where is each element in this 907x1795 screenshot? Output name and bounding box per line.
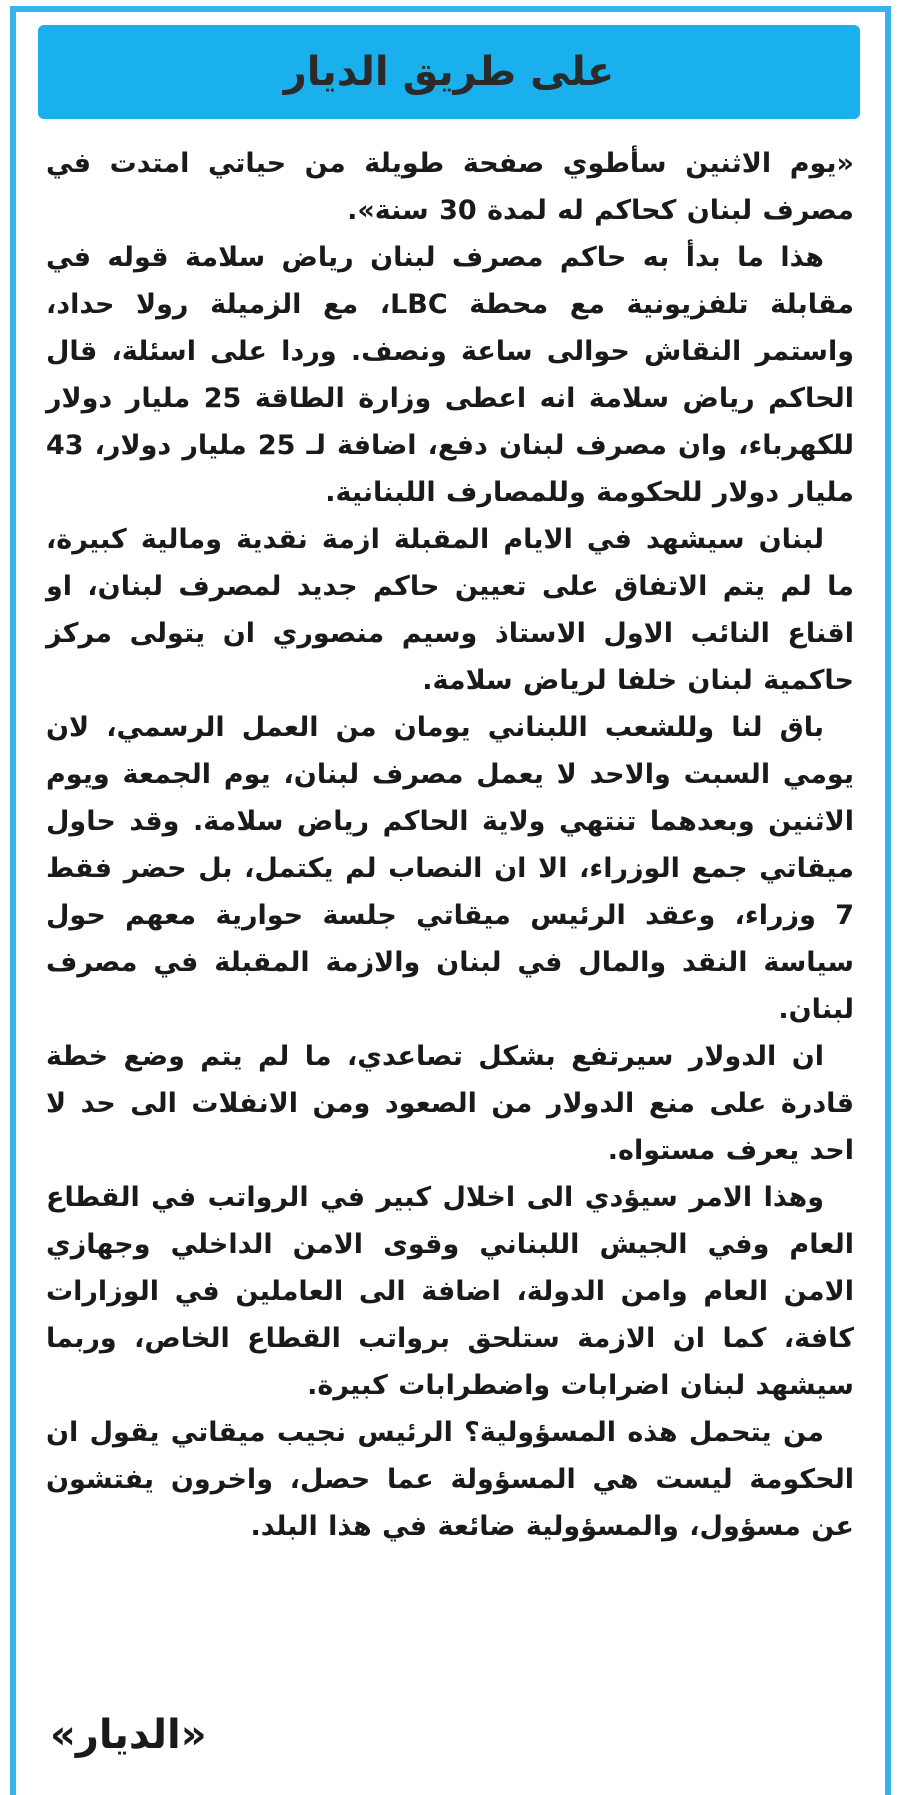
article-paragraph: «يوم الاثنين سأطوي صفحة طويلة من حياتي امتدت في مصرف لبنان كحاكم له لمدة 30 سنة». <box>46 148 854 226</box>
article-paragraph: لبنان سيشهد في الايام المقبلة ازمة نقدية ومالية كبيرة، ما لم يتم الاتفاق على تعيين حاكم جديد لمصرف لبنان، او اقناع النائب الاول الاستاذ وسيم منصوري ان يتولى مركز حاكمية لبنان خلفا لرياض سلامة. <box>46 524 854 696</box>
article-paragraph: ان الدولار سيرتفع بشكل تصاعدي، ما لم يتم وضع خطة قادرة على منع الدولار من الصعود ومن الانفلات الى حد لا احد يعرف مستواه. <box>46 1041 854 1166</box>
column-header <box>38 25 860 119</box>
article-paragraph: وهذا الامر سيؤدي الى اخلال كبير في الرواتب في القطاع العام وفي الجيش اللبناني وقوى الامن الداخلي وجهازي الامن العام وامن الدولة، اضافة الى العاملين في الوزارات كافة، كما ان الازمة ستلحق برواتب القطاع الخاص، وربما سيشهد لبنان اضرابات واضطرابات كبيرة. <box>46 1182 854 1401</box>
article-paragraph: باق لنا وللشعب اللبناني يومان من العمل الرسمي، لان يومي السبت والاحد لا يعمل مصرف لبنان، يوم الجمعة ويوم الاثنين وبعدهما تنتهي ولاية الحاكم رياض سلامة. وقد حاول ميقاتي جمع الوزراء، الا ان النصاب لم يكتمل، بل حضر فقط 7 وزراء، وعقد الرئيس ميقاتي جلسة حوارية معهم حول سياسة النقد والمال في لبنان والازمة المقبلة في مصرف لبنان. <box>46 712 854 1025</box>
article-signature: «الديار» <box>50 1712 207 1758</box>
article-paragraph: هذا ما بدأ به حاكم مصرف لبنان رياض سلامة قوله في مقابلة تلفزيونية مع محطة LBC، مع الزميلة رولا حداد، واستمر النقاش حوالى ساعة ونصف. وردا على اسئلة، قال الحاكم رياض سلامة انه اعطى وزارة الطاقة 25 مليار دولار للكهرباء، وان مصرف لبنان دفع، اضافة لـ 25 مليار دولار، 43 مليار دولار للحكومة وللمصارف اللبنانية. <box>46 242 854 508</box>
article-body <box>46 140 854 1550</box>
article-paragraph: من يتحمل هذه المسؤولية؟ الرئيس نجيب ميقاتي يقول ان الحكومة ليست هي المسؤولة عما حصل، واخرون يفتشون عن مسؤول، والمسؤولية ضائعة في هذا البلد. <box>46 1417 854 1542</box>
column-title: على طريق الديار <box>283 49 615 95</box>
